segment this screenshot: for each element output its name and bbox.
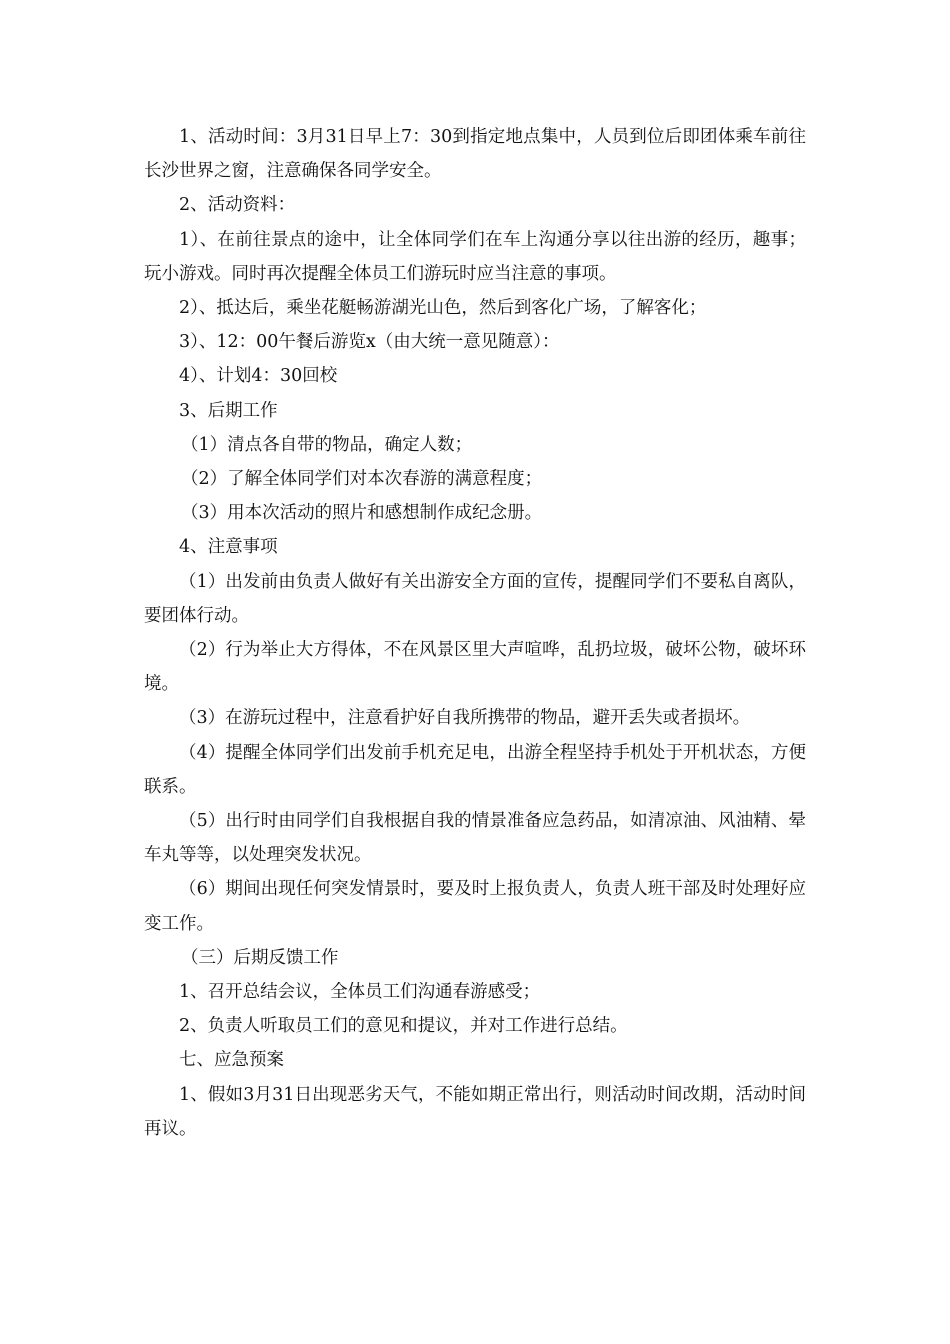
- paragraph: （1）清点各自带的物品，确定人数；: [181, 434, 473, 455]
- paragraph: 2）、抵达后，乘坐花艇畅游湖光山色，然后到客化广场，了解客化；: [179, 298, 707, 319]
- paragraph: 1、活动时间：3月31日早上7：30到指定地点集中，人员到位后即团体乘车前往长沙世界之窗，注意确保各同学安全。: [144, 127, 806, 182]
- paragraph: （1）出发前由负责人做好有关出游安全方面的宣传，提醒同学们不要私自离队，要团体行动。: [144, 571, 806, 626]
- paragraph: 4）、计划4：30回校: [179, 366, 338, 387]
- paragraph: （6）期间出现任何突发情景时，要及时上报负责人，负责人班干部及时处理好应变工作。: [144, 879, 806, 934]
- paragraph: 七、应急预案: [179, 1050, 284, 1071]
- paragraph: 1）、在前往景点的途中，让全体同学们在车上沟通分享以往出游的经历，趣事；玩小游戏。同时再次提醒全体员工们游玩时应当注意的事项。: [144, 229, 806, 284]
- paragraph: （3）用本次活动的照片和感想制作成纪念册。: [181, 503, 543, 524]
- paragraph: （4）提醒全体同学们出发前手机充足电，出游全程坚持手机处于开机状态，方便联系。: [144, 742, 806, 797]
- paragraph: （三）后期反馈工作: [181, 947, 339, 968]
- paragraph: 1、假如3月31日出现恶劣天气，不能如期正常出行，则活动时间改期，活动时间再议。: [144, 1084, 806, 1139]
- document-body: [144, 120, 806, 1146]
- paragraph: 4、注意事项: [179, 537, 278, 558]
- paragraph: 3）、12：00午餐后游览x（由大统一意见随意）：: [179, 332, 560, 353]
- paragraph: （2）了解全体同学们对本次春游的满意程度；: [181, 469, 543, 490]
- paragraph: （2）行为举止大方得体，不在风景区里大声喧哗，乱扔垃圾，破坏公物，破坏环境。: [144, 640, 806, 695]
- paragraph: 2、活动资料：: [179, 195, 296, 216]
- paragraph: 2、负责人听取员工们的意见和提议，并对工作进行总结。: [179, 1016, 628, 1037]
- paragraph: 3、后期工作: [179, 400, 278, 421]
- paragraph: （5）出行时由同学们自我根据自我的情景准备应急药品，如清凉油、风油精、晕车丸等等，以处理突发状况。: [144, 811, 806, 866]
- paragraph: 1、召开总结会议，全体员工们沟通春游感受；: [179, 982, 541, 1003]
- paragraph: （3）在游玩过程中，注意看护好自我所携带的物品，避开丢失或者损坏。: [179, 708, 751, 729]
